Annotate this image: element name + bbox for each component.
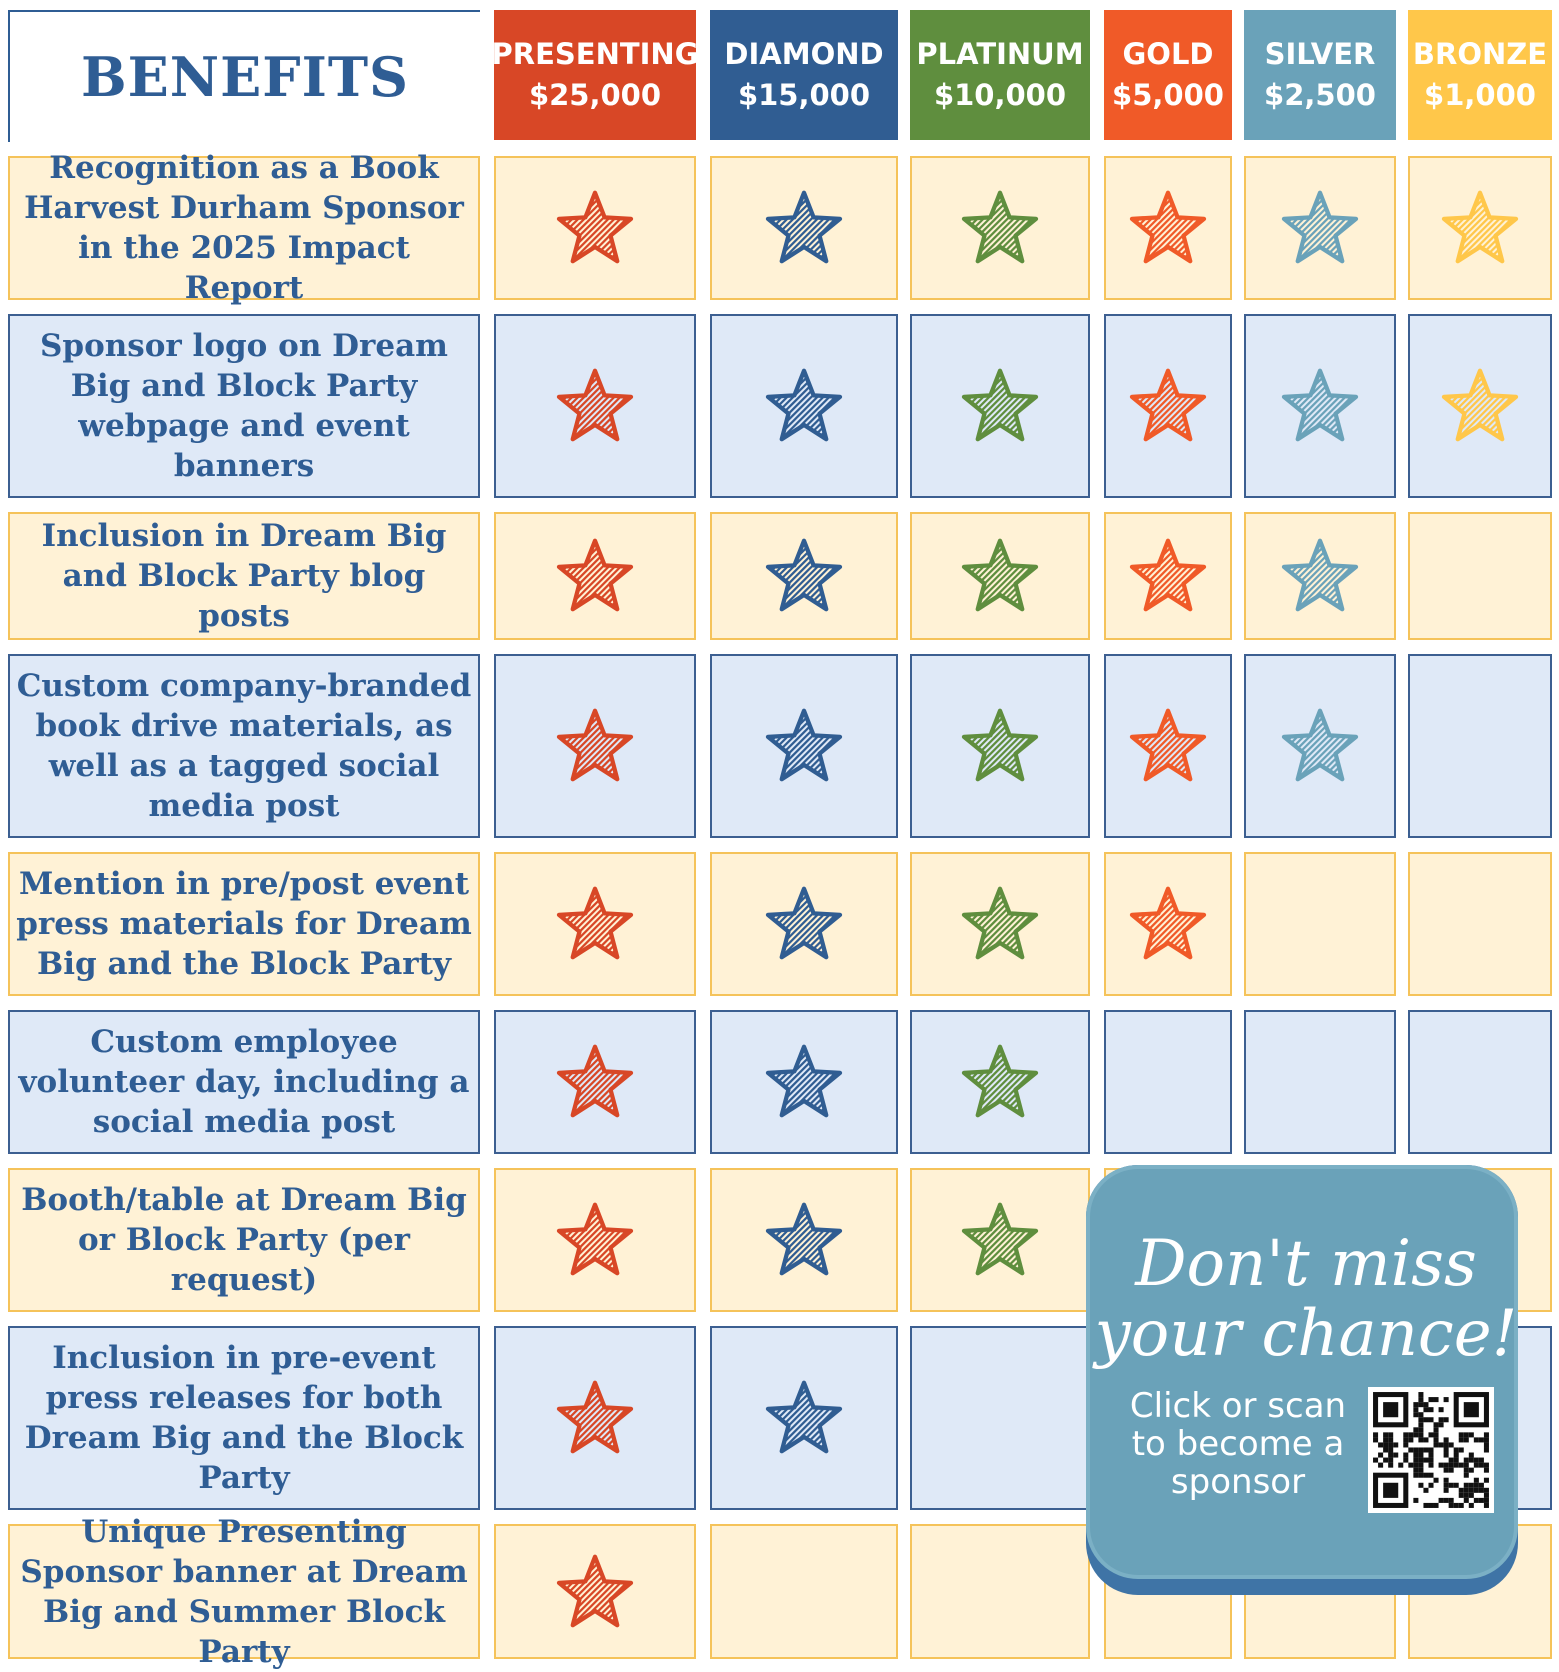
star-icon: [1437, 363, 1523, 449]
tier-cell-platinum: [910, 852, 1090, 996]
qr-code-icon[interactable]: [1368, 1387, 1494, 1513]
benefits-title: BENEFITS: [8, 10, 480, 142]
tier-cell-bronze: [1408, 156, 1552, 300]
tier-header-silver: [1244, 10, 1396, 140]
tier-cell-silver: [1244, 512, 1396, 640]
star-icon: [552, 533, 638, 619]
star-icon: [761, 533, 847, 619]
star-icon: [957, 881, 1043, 967]
star-icon: [1125, 881, 1211, 967]
tier-cell-bronze: [1408, 1010, 1552, 1154]
star-icon: [957, 533, 1043, 619]
tier-cell-silver: [1244, 314, 1396, 498]
star-icon: [957, 185, 1043, 271]
star-icon: [552, 1549, 638, 1635]
star-icon: [761, 703, 847, 789]
tier-cell-diamond: [710, 1524, 898, 1659]
tier-name: PRESENTING: [491, 37, 699, 71]
tier-cell-diamond: [710, 654, 898, 838]
tier-cell-diamond: [710, 314, 898, 498]
cta-headline: Don't miss your chance!: [1094, 1227, 1518, 1371]
cta-card-face[interactable]: [1086, 1165, 1518, 1579]
tier-cell-platinum: [910, 314, 1090, 498]
star-icon: [761, 185, 847, 271]
tier-price: $15,000: [737, 78, 871, 112]
tier-name: SILVER: [1264, 37, 1376, 71]
star-icon: [761, 1039, 847, 1125]
tier-cell-gold: [1104, 852, 1232, 996]
star-icon: [957, 1197, 1043, 1283]
tier-cell-gold: [1104, 1010, 1232, 1154]
tier-price: $25,000: [528, 78, 662, 112]
star-icon: [761, 1197, 847, 1283]
tier-name: BRONZE: [1412, 37, 1548, 71]
tier-cell-presenting: [494, 512, 696, 640]
star-icon: [957, 1039, 1043, 1125]
tier-cell-diamond: [710, 1168, 898, 1312]
tier-cell-gold: [1104, 512, 1232, 640]
tier-cell-bronze: [1408, 512, 1552, 640]
star-icon: [1277, 185, 1363, 271]
benefit-label: Sponsor logo on Dream Big and Block Party webpage and event banners: [8, 314, 480, 498]
star-icon: [957, 703, 1043, 789]
tier-cell-silver: [1244, 1010, 1396, 1154]
tier-name: PLATINUM: [916, 37, 1084, 71]
star-icon: [957, 363, 1043, 449]
tier-cell-presenting: [494, 1524, 696, 1659]
tier-cell-presenting: [494, 156, 696, 300]
star-icon: [1277, 363, 1363, 449]
benefit-label: Recognition as a Book Harvest Durham Sponsor in the 2025 Impact Report: [8, 156, 480, 300]
benefit-label: Inclusion in Dream Big and Block Party blog posts: [8, 512, 480, 640]
star-icon: [1437, 185, 1523, 271]
benefit-label: Custom company-branded book drive materials, as well as a tagged social media post: [8, 654, 480, 838]
benefit-label: Inclusion in pre-event press releases for both Dream Big and the Block Party: [8, 1326, 480, 1510]
tier-cell-platinum: [910, 654, 1090, 838]
benefit-label: Custom employee volunteer day, including a social media post: [8, 1010, 480, 1154]
tier-price: $10,000: [933, 78, 1067, 112]
tier-header-presenting: [491, 10, 699, 140]
star-icon: [1125, 363, 1211, 449]
star-icon: [1125, 533, 1211, 619]
tier-header-platinum: [910, 10, 1090, 140]
star-icon: [552, 185, 638, 271]
star-icon: [552, 1375, 638, 1461]
star-icon: [552, 363, 638, 449]
tier-cell-platinum: [910, 156, 1090, 300]
sponsor-cta-card[interactable]: [1086, 1165, 1518, 1595]
cta-subtext[interactable]: Click or scan to become a sponsor: [1129, 1386, 1347, 1502]
tier-cell-platinum: [910, 1168, 1090, 1312]
star-icon: [1277, 533, 1363, 619]
tier-cell-gold: [1104, 654, 1232, 838]
star-icon: [761, 1375, 847, 1461]
tier-cell-diamond: [710, 156, 898, 300]
tier-price: $5,000: [1112, 78, 1224, 112]
tier-name: DIAMOND: [724, 37, 884, 71]
tier-cell-diamond: [710, 1326, 898, 1510]
star-icon: [761, 363, 847, 449]
tier-cell-platinum: [910, 512, 1090, 640]
tier-cell-platinum: [910, 1010, 1090, 1154]
tier-cell-gold: [1104, 156, 1232, 300]
tier-price: $2,500: [1264, 78, 1376, 112]
star-icon: [552, 703, 638, 789]
tier-cell-diamond: [710, 1010, 898, 1154]
star-icon: [1277, 703, 1363, 789]
tier-cell-presenting: [494, 1010, 696, 1154]
star-icon: [552, 1197, 638, 1283]
tier-cell-bronze: [1408, 314, 1552, 498]
tier-cell-diamond: [710, 512, 898, 640]
tier-cell-silver: [1244, 852, 1396, 996]
tier-cell-presenting: [494, 1326, 696, 1510]
tier-cell-presenting: [494, 314, 696, 498]
benefit-label: Unique Presenting Sponsor banner at Dream Big and Summer Block Party: [8, 1524, 480, 1659]
benefit-label: Booth/table at Dream Big or Block Party (per request): [8, 1168, 480, 1312]
tier-cell-gold: [1104, 314, 1232, 498]
star-icon: [1125, 185, 1211, 271]
tier-cell-presenting: [494, 852, 696, 996]
tier-name: GOLD: [1122, 37, 1214, 71]
star-icon: [761, 881, 847, 967]
tier-cell-silver: [1244, 156, 1396, 300]
star-icon: [1125, 703, 1211, 789]
tier-cell-diamond: [710, 852, 898, 996]
tier-header-bronze: [1408, 10, 1552, 140]
tier-cell-platinum: [910, 1524, 1090, 1659]
tier-cell-presenting: [494, 654, 696, 838]
tier-cell-platinum: [910, 1326, 1090, 1510]
tier-price: $1,000: [1424, 78, 1536, 112]
tier-header-gold: [1104, 10, 1232, 140]
tier-cell-bronze: [1408, 852, 1552, 996]
tier-cell-silver: [1244, 654, 1396, 838]
tier-header-diamond: [710, 10, 898, 140]
star-icon: [552, 1039, 638, 1125]
benefit-label: Mention in pre/post event press materials for Dream Big and the Block Party: [8, 852, 480, 996]
tier-cell-bronze: [1408, 654, 1552, 838]
star-icon: [552, 881, 638, 967]
tier-cell-presenting: [494, 1168, 696, 1312]
